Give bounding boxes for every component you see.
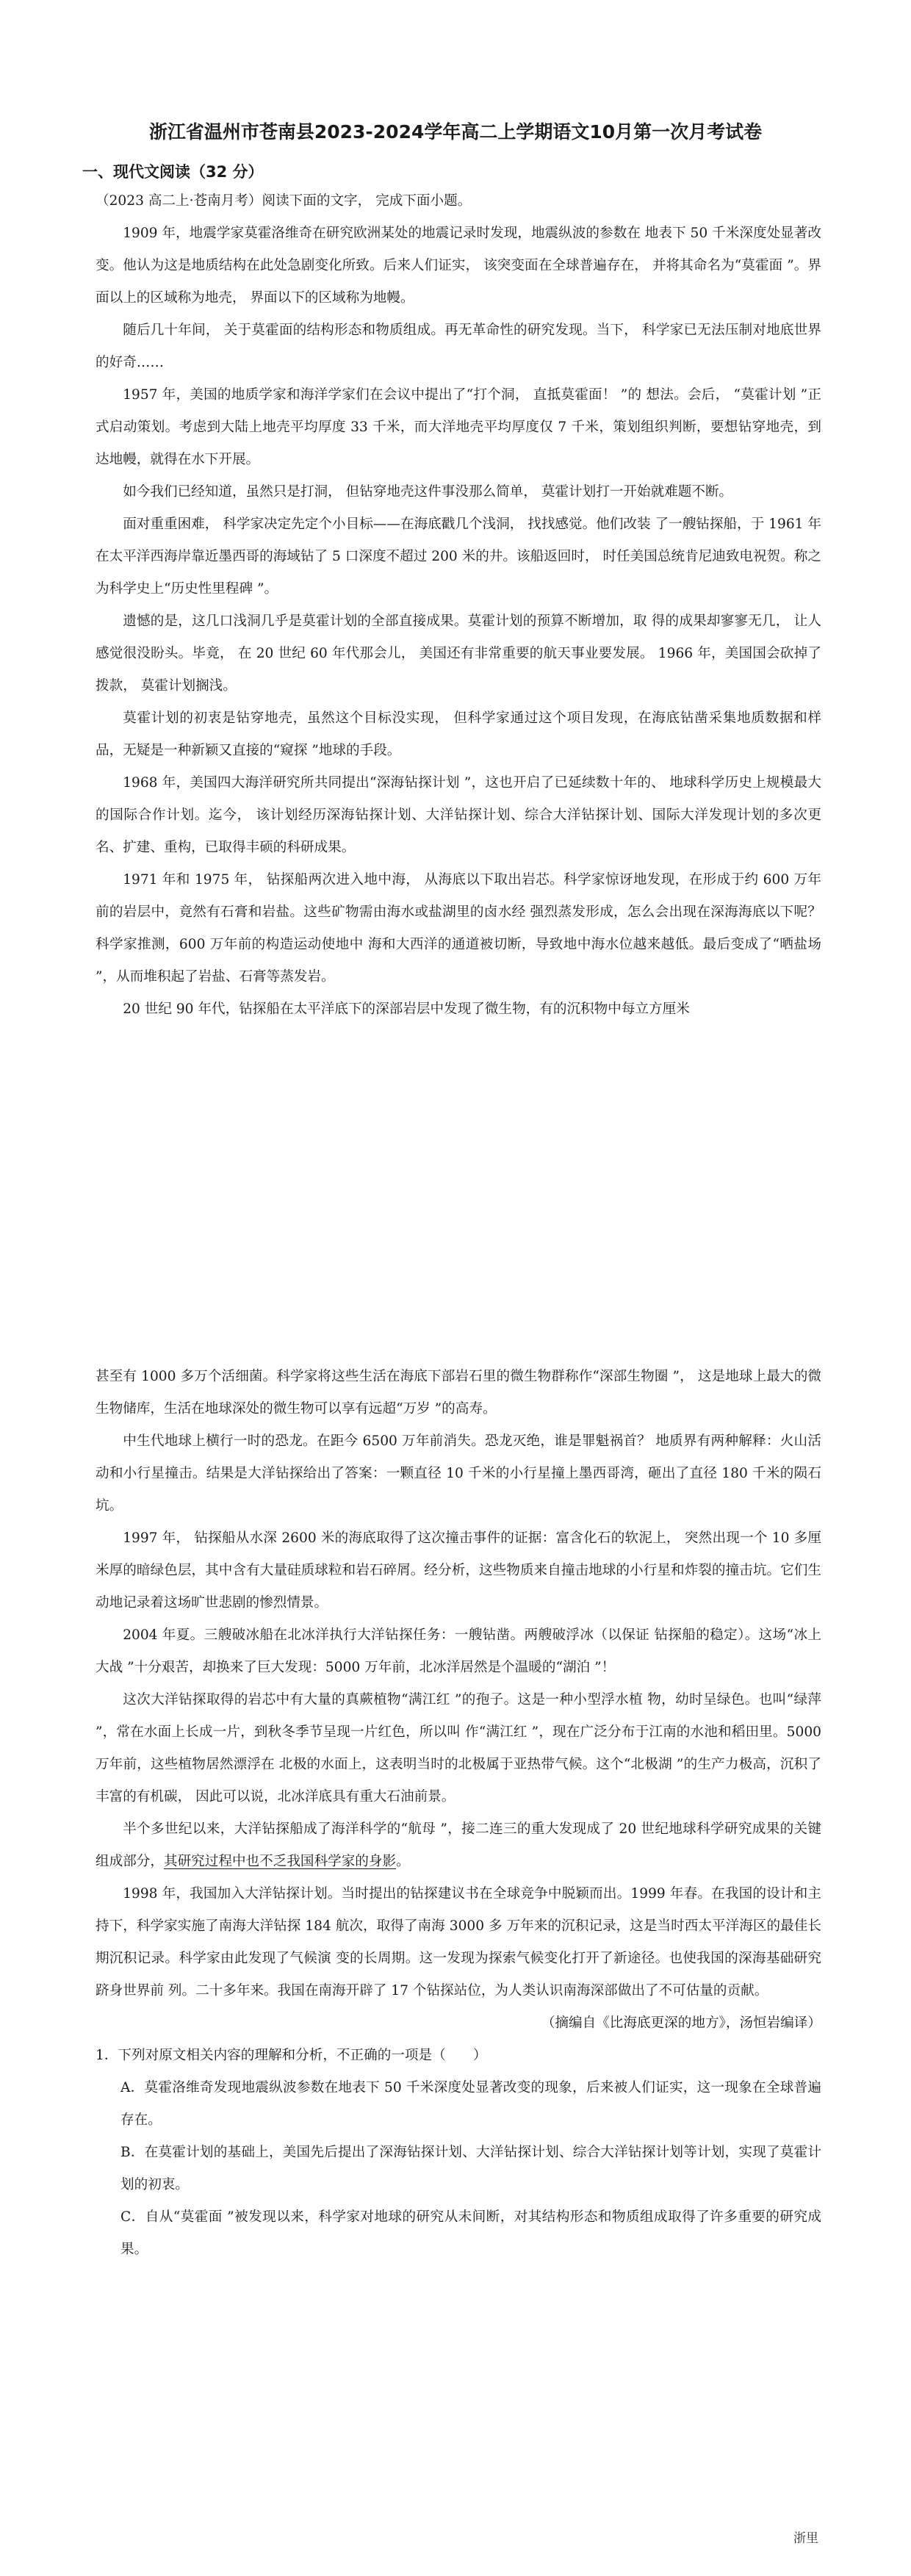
section-heading: 一、现代文阅读（32 分） — [82, 163, 264, 181]
passage-paragraph: 1998 年，我国加入大洋钻探计划。当时提出的钻探建议书在全球竞争中脱颖而出。1999 年春。在我国的设计和主持下，科学家实施了南海大洋钻探 184 航次，取得了南海 3000 多 万年来的沉积记录，这是当时西太平洋海区的最佳长期沉积记录。科学家由此发现了气候演 变的长周期。这一发现为探索气候变化打开了新途径。也使我国的深海基础研究跻身世界前 列。二十多年来。我国在南海开辟了 17 个钻探站位，为人类认识南海深部做出了不可估量的贡献。 — [96, 1886, 821, 1998]
exam-title: 浙江省温州市苍南县2023-2024学年高二上学期语文10月第一次月考试卷 — [148, 121, 763, 143]
passage-paragraph: 1971 年和 1975 年， 钻探船两次进入地中海， 从海底以下取出岩芯。科学家惊讶地发现，在形成于约 600 万年前的岩层中，竟然有石膏和岩盐。这些矿物需由海水或盐湖里的卤水经 强烈蒸发形成，怎么会出现在深海海底以下呢？科学家推测，600 万年前的构造运动使地中 海和大西洋的通道被切断，导致地中海水位越来越低。最后变成了“晒盐场 ”，从而堆积起了岩盐、石膏等蒸发岩。 — [96, 872, 821, 985]
passage-paragraph: 随后几十年间， 关于莫霍面的结构形态和物质组成。再无革命性的研究发现。当下， 科学家已无法压制对地底世界的好奇…… — [96, 323, 821, 370]
text-run: 。 — [396, 1854, 410, 1869]
text-run: 半个多世纪以来，大洋钻探船成了海洋科学的“航母 ”，接二连三的重大发现成了 20 世纪地球科学研究成果的关键组成部分， — [96, 1821, 821, 1869]
option-c[interactable]: C．自从“莫霍面 ”被发现以来，科学家对地球的研究从未间断，对其结构形态和物质组成取得了许多重要的研究成果。 — [120, 2209, 821, 2257]
passage-block-upper — [96, 185, 821, 1026]
passage-paragraph: 1957 年，美国的地质学家和海洋学家们在会议中提出了“打个洞， 直抵莫霍面！ ”的 想法。会后， “莫霍计划 ”正式启动策划。考虑到大陆上地壳平均厚度 33 千米，而大洋地壳平均厚度仅 7 千米，策划组织判断，要想钻穿地壳，到达地幔，就得在水下开展。 — [96, 387, 821, 467]
passage-paragraph: 如今我们已经知道，虽然只是打洞， 但钻穿地壳这件事没那么简单， 莫霍计划打一开始就难题不断。 — [123, 484, 733, 500]
passage-paragraph: 1968 年，美国四大海洋研究所共同提出“深海钻探计划 ”，这也开启了已延续数十年的、 地球科学历史上规模最大的国际合作计划。迄今， 该计划经历深海钻探计划、大洋钻探计划、综合大洋钻探计划、国际大洋发现计划的多次更名、扩建、重构，已取得丰硕的科研成果。 — [96, 775, 821, 855]
source-citation: （摘编自《比海底更深的地方》，汤恒岩编译） — [541, 2015, 821, 2031]
passage-paragraph-continued: 甚至有 1000 多万个活细菌。科学家将这些生活在海底下部岩石里的微生物群称作“深部生物圈 ”， 这是地球上最大的微生物储库，生活在地球深处的微生物可以享有远超“万岁 ”的高寿。 — [96, 1369, 821, 1417]
page-mark: 浙里 — [793, 2531, 818, 2546]
question-1 — [96, 2040, 821, 2266]
passage-paragraph: 1909 年，地震学家莫霍洛维奇在研究欧洲某处的地震记录时发现，地震纵波的参数在 地表下 50 千米深度处显著改变。他认为这是地质结构在此处急剧变化所致。后来人们证实， 该突变面在全球普遍存在， 并将其命名为“莫霍面 ”。界面以上的区域称为地壳， 界面以下的区域称为地幔。 — [96, 226, 821, 306]
passage-paragraph: 20 世纪 90 年代，钻探船在太平洋底下的深部岩层中发现了微生物，有的沉积物中每立方厘米 — [123, 1001, 690, 1017]
option-b[interactable]: B．在莫霍计划的基础上，美国先后提出了深海钻探计划、大洋钻探计划、综合大洋钻探计划等计划，实现了莫霍计划的初衷。 — [120, 2145, 821, 2192]
option-a[interactable]: A．莫霍洛维奇发现地震纵波参数在地表下 50 千米深度处显著改变的现象，后来被人们证实，这一现象在全球普遍存在。 — [120, 2080, 821, 2128]
passage-paragraph: 面对重重困难， 科学家决定先定个小目标——在海底戳几个浅洞， 找找感觉。他们改装 了一艘钻探船，于 1961 年在太平洋西海岸靠近墨西哥的海域钻了 5 口深度不超过 200 米的井。该船返回时， 时任美国总统肯尼迪致电祝贺。称之为科学史上“历史性里程碑 ”。 — [96, 517, 821, 597]
reading-intro: （2023 高二上·苍南月考）阅读下面的文字， 完成下面小题。 — [96, 193, 472, 209]
question-stem: 1．下列对原文相关内容的理解和分析，不正确的一项是（ ） — [96, 2048, 487, 2063]
underlined-sentence: 其研究过程中也不乏我国科学家的身影 — [163, 1854, 397, 1869]
passage-paragraph: 莫霍计划的初衷是钻穿地壳，虽然这个目标没实现， 但科学家通过这个项目发现，在海底钻凿采集地质数据和样品，无疑是一种新颖又直接的“窥探 ”地球的手段。 — [96, 710, 821, 758]
passage-paragraph: 中生代地球上横行一时的恐龙。在距今 6500 万年前消失。恐龙灭绝，谁是罪魁祸首？ 地质界有两种解释：火山活动和小行星撞击。结果是大洋钻探给出了答案：一颗直径 10 千米的小行星撞上墨西哥湾，砸出了直径 180 千米的陨石坑。 — [96, 1433, 821, 1514]
passage-paragraph: 1997 年， 钻探船从水深 2600 米的海底取得了这次撞击事件的证据：富含化石的软泥上， 突然出现一个 10 多厘米厚的暗绿色层，其中含有大量硅质球粒和岩石碎屑。经分析，这些物质来自撞击地球的小行星和炸裂的撞击坑。它们生动地记录着这场旷世悲剧的惨烈情景。 — [96, 1530, 821, 1611]
passage-paragraph-half-century — [96, 1813, 821, 1878]
passage-block-lower — [96, 1361, 821, 2266]
passage-paragraph: 遗憾的是，这几口浅洞几乎是莫霍计划的全部直接成果。莫霍计划的预算不断增加，取 得的成果却寥寥无几， 让人感觉很没盼头。毕竟， 在 20 世纪 60 年代那会儿， 美国还有非常重要的航天事业要发展。 1966 年，美国国会砍掉了拨款， 莫霍计划搁浅。 — [96, 614, 821, 694]
passage-paragraph: 这次大洋钻探取得的岩芯中有大量的真蕨植物“满江红 ”的孢子。这是一种小型浮水植 物，幼时呈绿色。也叫“绿萍 ”，常在水面上长成一片，到秋冬季节呈现一片红色，所以叫 作“满江红 ”，现在广泛分布于江南的水池和稻田里。5000 万年前，这些植物居然漂浮在 北极的水面上，这表明当时的北极属于亚热带气候。这个“北极湖 ”的生产力极高，沉积了丰富的有机碳， 因此可以说，北冰洋底具有重大石油前景。 — [96, 1692, 821, 1805]
passage-paragraph: 2004 年夏。三艘破冰船在北冰洋执行大洋钻探任务：一艘钻凿。两艘破浮冰（以保证 钻探船的稳定）。这场“冰上大战 ”十分艰苦，却换来了巨大发现：5000 万年前，北冰洋居然是个温暖的“湖泊 ”！ — [96, 1627, 821, 1675]
